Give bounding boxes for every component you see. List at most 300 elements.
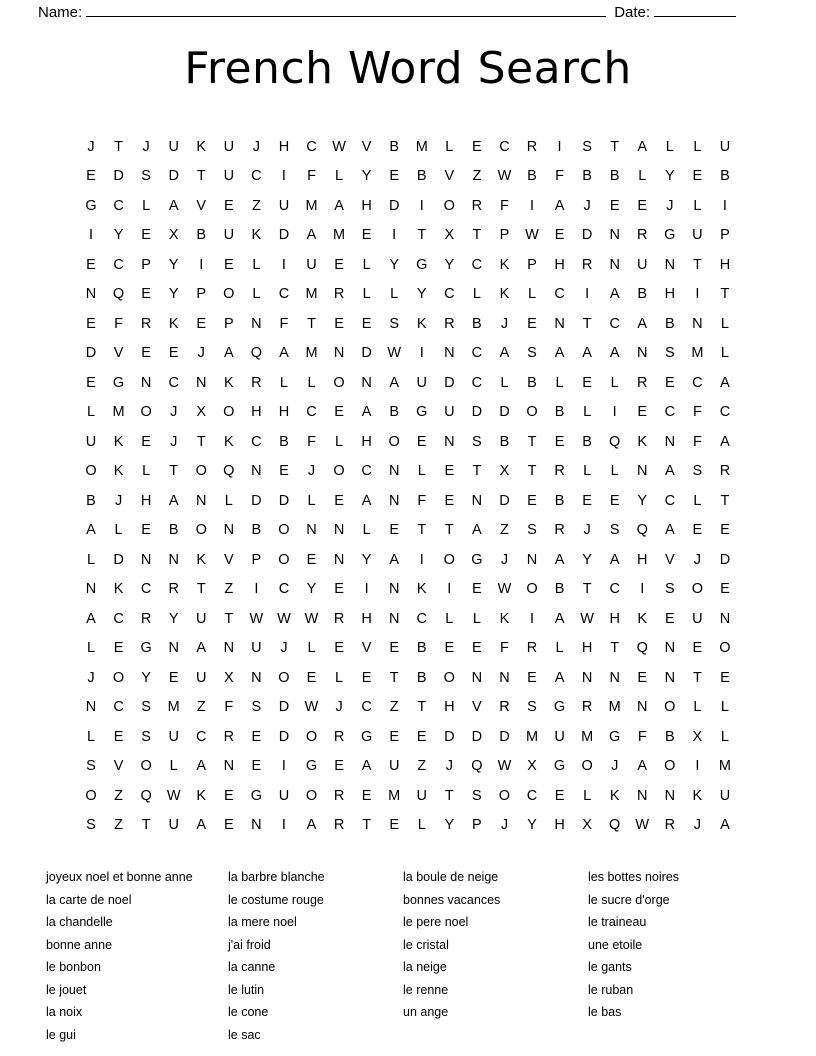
grid-cell[interactable]: E	[637, 669, 648, 686]
grid-cell[interactable]: S	[86, 758, 96, 775]
word-list-item[interactable]: le sac	[228, 1027, 261, 1042]
grid-cell[interactable]: N	[388, 581, 400, 598]
grid-cell[interactable]: C	[168, 374, 179, 391]
grid-cell[interactable]: N	[85, 286, 97, 303]
grid-cell[interactable]: X	[692, 728, 703, 745]
grid-cell[interactable]: L	[610, 463, 619, 480]
grid-cell[interactable]: A	[279, 345, 289, 362]
grid-cell[interactable]: K	[499, 610, 510, 627]
grid-cell[interactable]: C	[664, 404, 676, 421]
grid-cell[interactable]: A	[168, 197, 179, 214]
grid-cell[interactable]: M	[333, 227, 346, 244]
grid-cell[interactable]: V	[223, 551, 234, 568]
grid-cell[interactable]: T	[720, 286, 730, 303]
grid-cell[interactable]: D	[499, 728, 510, 745]
grid-cell[interactable]: U	[196, 669, 207, 686]
grid-cell[interactable]: W	[635, 817, 650, 834]
grid-cell[interactable]: M	[718, 758, 731, 775]
grid-cell[interactable]: U	[306, 256, 317, 273]
grid-cell[interactable]: B	[527, 168, 537, 185]
grid-cell[interactable]: B	[389, 404, 400, 421]
grid-cell[interactable]: E	[86, 374, 96, 391]
grid-cell[interactable]: G	[416, 256, 428, 273]
grid-cell[interactable]: E	[609, 492, 620, 509]
grid-cell[interactable]: S	[527, 345, 537, 362]
grid-cell[interactable]: E	[306, 669, 317, 686]
word-list-item[interactable]: le costume rouge	[228, 892, 324, 907]
grid-cell[interactable]: P	[720, 227, 730, 244]
grid-cell[interactable]: L	[527, 286, 537, 303]
grid-cell[interactable]: Z	[472, 168, 482, 185]
date-input-line[interactable]	[654, 4, 736, 17]
grid-cell[interactable]: I	[254, 581, 259, 598]
grid-cell[interactable]: G	[553, 758, 566, 775]
grid-cell[interactable]: T	[389, 669, 399, 686]
grid-cell[interactable]: S	[141, 699, 151, 716]
grid-cell[interactable]: W	[580, 610, 594, 627]
grid-cell[interactable]: Y	[527, 817, 537, 834]
grid-cell[interactable]: O	[278, 522, 290, 539]
grid-cell[interactable]: A	[720, 433, 730, 450]
grid-cell[interactable]: C	[444, 286, 455, 303]
grid-cell[interactable]: D	[361, 345, 372, 362]
grid-cell[interactable]: B	[279, 433, 289, 450]
grid-cell[interactable]: T	[720, 492, 730, 509]
grid-cell[interactable]: L	[555, 374, 564, 391]
grid-cell[interactable]: W	[332, 138, 346, 155]
grid-cell[interactable]: Y	[582, 551, 592, 568]
grid-cell[interactable]: R	[333, 787, 345, 804]
grid-cell[interactable]: K	[609, 787, 620, 804]
grid-cell[interactable]: Y	[168, 286, 179, 303]
grid-cell[interactable]: J	[500, 315, 509, 332]
grid-cell[interactable]: A	[361, 758, 372, 775]
grid-cell[interactable]: L	[500, 374, 509, 391]
grid-cell[interactable]: C	[361, 463, 372, 480]
grid-cell[interactable]: B	[86, 492, 96, 509]
grid-cell[interactable]: A	[554, 610, 565, 627]
grid-cell[interactable]: O	[333, 374, 345, 391]
grid-cell[interactable]: C	[471, 256, 483, 273]
grid-cell[interactable]: F	[500, 640, 509, 657]
grid-cell[interactable]: E	[554, 433, 565, 450]
grid-cell[interactable]: O	[443, 669, 455, 686]
grid-cell[interactable]: N	[251, 669, 262, 686]
grid-cell[interactable]: N	[664, 256, 676, 273]
grid-cell[interactable]: Q	[471, 758, 483, 775]
grid-cell[interactable]: W	[525, 227, 539, 244]
grid-cell[interactable]: N	[333, 551, 345, 568]
grid-cell[interactable]: H	[251, 404, 262, 421]
grid-cell[interactable]: X	[499, 463, 510, 480]
grid-cell[interactable]: C	[526, 787, 538, 804]
grid-cell[interactable]: C	[471, 345, 483, 362]
grid-cell[interactable]: Y	[113, 227, 124, 244]
grid-cell[interactable]: Q	[140, 787, 152, 804]
grid-cell[interactable]: L	[638, 168, 647, 185]
grid-cell[interactable]: L	[720, 345, 729, 362]
word-list-item[interactable]: le gui	[46, 1027, 76, 1042]
grid-cell[interactable]: F	[500, 197, 509, 214]
grid-cell[interactable]: A	[389, 551, 400, 568]
grid-cell[interactable]: I	[612, 404, 617, 421]
grid-cell[interactable]: S	[664, 345, 675, 362]
word-list-item[interactable]: la boule de neige	[403, 870, 499, 884]
grid-cell[interactable]: L	[665, 138, 674, 155]
grid-cell[interactable]: B	[609, 168, 620, 185]
grid-cell[interactable]: U	[692, 610, 703, 627]
grid-cell[interactable]: E	[637, 197, 648, 214]
grid-cell[interactable]: T	[444, 787, 454, 804]
grid-cell[interactable]: D	[278, 492, 290, 509]
grid-cell[interactable]: U	[637, 256, 648, 273]
grid-cell[interactable]: C	[251, 433, 262, 450]
word-list-item[interactable]: le traineau	[588, 915, 647, 929]
grid-cell[interactable]: Y	[306, 581, 317, 598]
grid-cell[interactable]: K	[223, 433, 234, 450]
grid-cell[interactable]: T	[169, 463, 179, 480]
grid-cell[interactable]: J	[170, 404, 178, 421]
grid-cell[interactable]: U	[223, 138, 235, 155]
word-list-item[interactable]: la canne	[228, 960, 276, 974]
grid-cell[interactable]: C	[499, 138, 510, 155]
grid-cell[interactable]: R	[581, 699, 593, 716]
grid-cell[interactable]: E	[141, 433, 151, 450]
grid-cell[interactable]: N	[719, 610, 731, 627]
grid-cell[interactable]: I	[419, 345, 424, 362]
word-list-item[interactable]: le gants	[588, 960, 632, 974]
grid-cell[interactable]: E	[637, 404, 648, 421]
grid-cell[interactable]: O	[388, 433, 400, 450]
grid-cell[interactable]: E	[527, 492, 537, 509]
grid-cell[interactable]: M	[581, 728, 594, 745]
grid-cell[interactable]: G	[553, 699, 566, 716]
grid-cell[interactable]: N	[609, 256, 620, 273]
grid-cell[interactable]: V	[444, 168, 455, 185]
grid-cell[interactable]: E	[720, 522, 730, 539]
grid-cell[interactable]: E	[196, 315, 207, 332]
grid-cell[interactable]: O	[581, 758, 593, 775]
grid-cell[interactable]: L	[610, 374, 619, 391]
grid-cell[interactable]: P	[499, 227, 510, 244]
grid-cell[interactable]: N	[333, 522, 345, 539]
grid-cell[interactable]: J	[693, 817, 701, 834]
grid-cell[interactable]: L	[142, 197, 151, 214]
grid-cell[interactable]: A	[472, 522, 482, 539]
grid-cell[interactable]: A	[168, 492, 179, 509]
grid-cell[interactable]: K	[416, 581, 427, 598]
grid-cell[interactable]: U	[196, 610, 207, 627]
grid-cell[interactable]: P	[527, 256, 537, 273]
grid-cell[interactable]: A	[554, 345, 565, 362]
grid-cell[interactable]: J	[280, 640, 288, 657]
grid-cell[interactable]: B	[416, 669, 427, 686]
grid-cell[interactable]: J	[87, 669, 95, 686]
grid-cell[interactable]: O	[140, 758, 152, 775]
grid-cell[interactable]: B	[720, 168, 730, 185]
grid-cell[interactable]: D	[719, 551, 731, 568]
grid-cell[interactable]: E	[444, 492, 455, 509]
grid-cell[interactable]: Y	[637, 492, 648, 509]
grid-cell[interactable]: S	[389, 315, 400, 332]
grid-cell[interactable]: F	[114, 315, 123, 332]
word-list-item[interactable]: le cone	[228, 1005, 269, 1019]
grid-cell[interactable]: N	[692, 315, 703, 332]
grid-cell[interactable]: L	[142, 463, 151, 480]
grid-cell[interactable]: I	[585, 286, 590, 303]
grid-cell[interactable]: R	[554, 463, 565, 480]
grid-cell[interactable]: R	[333, 728, 345, 745]
word-list-item[interactable]: le sucre d'orge	[588, 892, 670, 907]
grid-cell[interactable]: J	[142, 138, 150, 155]
grid-cell[interactable]: T	[527, 433, 537, 450]
grid-cell[interactable]: L	[86, 404, 96, 421]
grid-cell[interactable]: L	[583, 404, 592, 421]
grid-cell[interactable]: F	[637, 728, 647, 745]
grid-cell[interactable]: M	[305, 286, 318, 303]
grid-cell[interactable]: Q	[636, 522, 648, 539]
grid-cell[interactable]: S	[472, 433, 482, 450]
grid-cell[interactable]: F	[279, 315, 289, 332]
grid-cell[interactable]: E	[141, 522, 151, 539]
grid-cell[interactable]: H	[719, 256, 731, 273]
grid-cell[interactable]: E	[361, 315, 372, 332]
grid-cell[interactable]: T	[582, 581, 592, 598]
grid-cell[interactable]: C	[719, 404, 731, 421]
grid-cell[interactable]: S	[527, 522, 537, 539]
grid-cell[interactable]: T	[444, 522, 454, 539]
grid-cell[interactable]: N	[526, 551, 538, 568]
grid-cell[interactable]: V	[664, 551, 675, 568]
grid-cell[interactable]: L	[693, 138, 702, 155]
grid-cell[interactable]: N	[140, 374, 152, 391]
grid-cell[interactable]: N	[140, 551, 152, 568]
grid-cell[interactable]: A	[664, 522, 675, 539]
grid-cell[interactable]: R	[471, 197, 483, 214]
word-list-item[interactable]: bonnes vacances	[403, 892, 501, 907]
grid-cell[interactable]: A	[582, 345, 592, 362]
grid-cell[interactable]: N	[388, 492, 400, 509]
grid-cell[interactable]: K	[499, 256, 510, 273]
grid-cell[interactable]: I	[529, 197, 535, 214]
grid-cell[interactable]: L	[335, 168, 344, 185]
grid-cell[interactable]: E	[141, 227, 151, 244]
grid-cell[interactable]: L	[472, 610, 481, 627]
grid-cell[interactable]: B	[389, 138, 400, 155]
grid-cell[interactable]: P	[141, 256, 151, 273]
grid-cell[interactable]: C	[113, 256, 124, 273]
grid-cell[interactable]: K	[196, 787, 207, 804]
grid-cell[interactable]: B	[554, 492, 565, 509]
grid-cell[interactable]: R	[168, 581, 179, 598]
word-list-item[interactable]: la barbre blanche	[228, 870, 325, 884]
grid-cell[interactable]: E	[361, 227, 372, 244]
grid-cell[interactable]: L	[279, 374, 288, 391]
grid-cell[interactable]: J	[252, 138, 260, 155]
grid-cell[interactable]: N	[637, 699, 648, 716]
grid-cell[interactable]: R	[554, 522, 565, 539]
grid-cell[interactable]: L	[362, 522, 371, 539]
grid-cell[interactable]: L	[693, 699, 702, 716]
grid-cell[interactable]: K	[168, 315, 179, 332]
grid-cell[interactable]: T	[196, 433, 206, 450]
grid-cell[interactable]: D	[499, 492, 510, 509]
grid-cell[interactable]: K	[251, 227, 262, 244]
grid-cell[interactable]: W	[249, 610, 264, 627]
grid-cell[interactable]: E	[334, 404, 344, 421]
grid-cell[interactable]: R	[581, 256, 593, 273]
grid-cell[interactable]: M	[525, 728, 539, 745]
grid-cell[interactable]: A	[499, 345, 510, 362]
grid-cell[interactable]: B	[554, 581, 565, 598]
grid-cell[interactable]: E	[334, 758, 344, 775]
grid-cell[interactable]: W	[497, 168, 512, 185]
grid-cell[interactable]: D	[278, 728, 290, 745]
grid-cell[interactable]: A	[196, 817, 207, 834]
grid-cell[interactable]: A	[306, 227, 317, 244]
grid-cell[interactable]: E	[389, 640, 400, 657]
grid-cell[interactable]: A	[86, 522, 96, 539]
grid-cell[interactable]: C	[664, 492, 676, 509]
grid-cell[interactable]: C	[251, 168, 262, 185]
grid-cell[interactable]: O	[140, 404, 152, 421]
grid-cell[interactable]: C	[609, 581, 620, 598]
grid-cell[interactable]: E	[472, 640, 482, 657]
grid-cell[interactable]: K	[637, 433, 648, 450]
grid-cell[interactable]: T	[114, 138, 123, 155]
grid-cell[interactable]: G	[664, 227, 676, 244]
grid-cell[interactable]: E	[664, 610, 675, 627]
grid-cell[interactable]: H	[361, 197, 372, 214]
word-list-item[interactable]: le ruban	[588, 982, 634, 997]
grid-cell[interactable]: G	[609, 728, 621, 745]
grid-cell[interactable]: D	[499, 404, 510, 421]
grid-cell[interactable]: J	[666, 197, 674, 214]
grid-cell[interactable]: N	[637, 463, 648, 480]
grid-cell[interactable]: D	[471, 728, 483, 745]
grid-cell[interactable]: N	[444, 433, 455, 450]
grid-cell[interactable]: Z	[224, 581, 234, 598]
grid-cell[interactable]: L	[555, 640, 564, 657]
grid-cell[interactable]: N	[333, 345, 345, 362]
grid-cell[interactable]: X	[196, 404, 207, 421]
word-list-item[interactable]: la chandelle	[46, 915, 113, 929]
grid-cell[interactable]: U	[168, 138, 179, 155]
grid-cell[interactable]: E	[168, 345, 179, 362]
grid-cell[interactable]: O	[526, 404, 538, 421]
grid-cell[interactable]: Y	[361, 551, 372, 568]
grid-cell[interactable]: C	[554, 286, 565, 303]
grid-cell[interactable]: E	[334, 256, 344, 273]
grid-cell[interactable]: O	[223, 404, 235, 421]
grid-cell[interactable]: D	[85, 345, 97, 362]
grid-cell[interactable]: J	[445, 758, 453, 775]
grid-cell[interactable]: N	[664, 669, 676, 686]
grid-cell[interactable]: O	[443, 551, 455, 568]
grid-cell[interactable]: J	[114, 492, 123, 509]
grid-cell[interactable]: O	[305, 728, 318, 745]
grid-cell[interactable]: L	[445, 138, 454, 155]
grid-cell[interactable]: T	[610, 138, 620, 155]
grid-cell[interactable]: E	[582, 492, 592, 509]
grid-cell[interactable]: Q	[112, 286, 125, 303]
grid-cell[interactable]: E	[334, 581, 344, 598]
grid-cell[interactable]: H	[278, 404, 290, 421]
grid-cell[interactable]: A	[720, 817, 730, 834]
grid-cell[interactable]: E	[389, 817, 400, 834]
word-list-item[interactable]: le pere noel	[403, 915, 469, 929]
grid-cell[interactable]: S	[582, 138, 592, 155]
grid-cell[interactable]: B	[582, 168, 592, 185]
grid-cell[interactable]: Q	[250, 345, 263, 362]
grid-cell[interactable]: X	[527, 758, 537, 775]
grid-cell[interactable]: U	[719, 787, 731, 804]
grid-cell[interactable]: N	[223, 640, 235, 657]
grid-cell[interactable]: X	[582, 817, 592, 834]
grid-cell[interactable]: C	[196, 728, 207, 745]
grid-cell[interactable]: O	[85, 787, 97, 804]
grid-cell[interactable]: O	[443, 197, 455, 214]
grid-cell[interactable]: M	[608, 699, 621, 716]
grid-cell[interactable]: N	[664, 640, 676, 657]
word-list-item[interactable]: les bottes noires	[588, 870, 680, 884]
grid-cell[interactable]: L	[335, 669, 344, 686]
grid-cell[interactable]: I	[281, 168, 286, 185]
grid-cell[interactable]: U	[251, 640, 262, 657]
grid-cell[interactable]: J	[583, 522, 591, 539]
grid-cell[interactable]: C	[278, 286, 290, 303]
grid-cell[interactable]: T	[472, 227, 482, 244]
grid-cell[interactable]: E	[86, 315, 96, 332]
grid-cell[interactable]: A	[196, 758, 207, 775]
grid-cell[interactable]: T	[196, 168, 206, 185]
grid-cell[interactable]: I	[392, 227, 397, 244]
grid-cell[interactable]: N	[361, 374, 372, 391]
grid-cell[interactable]: F	[692, 433, 702, 450]
grid-cell[interactable]: E	[692, 168, 703, 185]
grid-cell[interactable]: A	[637, 138, 648, 155]
grid-cell[interactable]: N	[554, 315, 565, 332]
grid-cell[interactable]: R	[637, 374, 648, 391]
grid-cell[interactable]: X	[444, 227, 455, 244]
word-list-item[interactable]: la neige	[403, 960, 447, 974]
grid-cell[interactable]: B	[664, 728, 675, 745]
grid-cell[interactable]: U	[554, 728, 565, 745]
grid-cell[interactable]: H	[361, 433, 372, 450]
grid-cell[interactable]: E	[416, 433, 427, 450]
grid-cell[interactable]: K	[113, 463, 124, 480]
word-list-item[interactable]: j'ai froid	[228, 937, 271, 952]
grid-cell[interactable]: N	[609, 669, 620, 686]
grid-cell[interactable]: E	[334, 640, 344, 657]
grid-cell[interactable]: K	[223, 374, 234, 391]
grid-cell[interactable]: A	[334, 197, 344, 214]
grid-cell[interactable]: N	[223, 522, 235, 539]
grid-cell[interactable]: C	[140, 581, 152, 598]
grid-cell[interactable]: Q	[636, 640, 648, 657]
grid-cell[interactable]: R	[140, 315, 152, 332]
grid-cell[interactable]: V	[113, 345, 124, 362]
grid-cell[interactable]: S	[527, 699, 537, 716]
word-list-item[interactable]: le cristal	[403, 937, 449, 952]
grid-cell[interactable]: Q	[609, 433, 621, 450]
grid-cell[interactable]: N	[251, 463, 262, 480]
grid-cell[interactable]: I	[419, 551, 424, 568]
grid-cell[interactable]: P	[251, 551, 262, 568]
grid-cell[interactable]: D	[168, 168, 179, 185]
grid-cell[interactable]: N	[223, 758, 235, 775]
grid-cell[interactable]: Y	[141, 669, 151, 686]
